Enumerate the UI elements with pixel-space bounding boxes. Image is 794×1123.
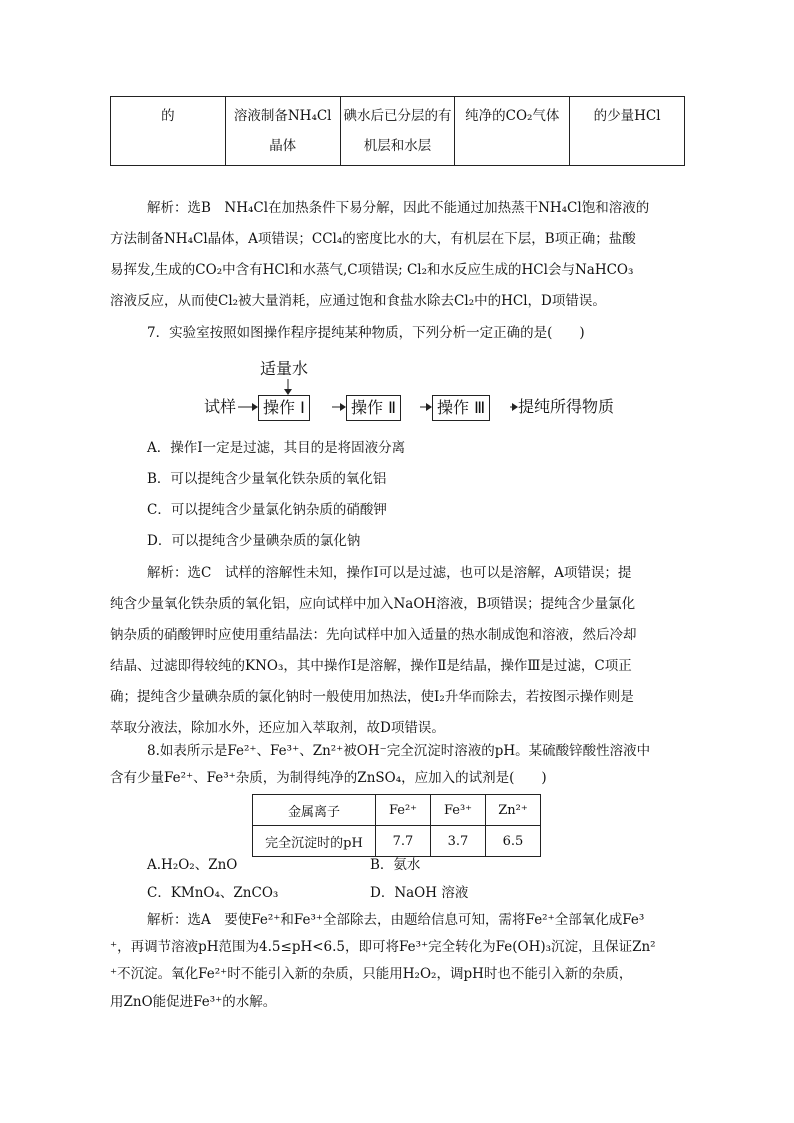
table-header-cell: Fe³⁺ <box>431 795 486 826</box>
table-cell: 3.7 <box>431 826 486 857</box>
table-cell: 的少量HCl <box>570 97 685 166</box>
table-cell: 7.7 <box>376 826 431 857</box>
explanation-line: 易挥发,生成的CO₂中含有HCl和水蒸气,C项错误; Cl₂和水反应生成的HCl会与NaHCO₃ <box>110 262 634 278</box>
table-row <box>111 97 685 166</box>
flow-op3: 操作 Ⅲ <box>432 395 490 421</box>
explanation-line: 纯含少量氧化铁杂质的氧化铝，应向试样中加入NaOH溶液，B项错误；提纯含少量氯化 <box>110 596 636 612</box>
table-header-cell: Fe²⁺ <box>376 795 431 826</box>
flow-op1: 操作 Ⅰ <box>258 395 310 421</box>
ph-table <box>252 794 541 857</box>
flow-op2: 操作 Ⅱ <box>346 395 401 421</box>
table-cell: 完全沉淀时的pH <box>253 826 376 857</box>
question-stem: 8.如表所示是Fe²⁺、Fe³⁺、Zn²⁺被OH⁻完全沉淀时溶液的pH。某硫酸锌酸性溶液中 <box>147 743 651 759</box>
flow-end: 提纯所得物质 <box>518 397 615 416</box>
explanation-line: 确；提纯含少量碘杂质的氯化钠时一般使用加热法，使I₂升华而除去，若按图示操作则是 <box>110 689 634 705</box>
option: A．操作Ⅰ一定是过滤，其目的是将固液分离 <box>147 440 406 456</box>
option: C．KMnO₄、ZnCO₃ <box>147 885 279 901</box>
table-cell: 纯净的CO₂气体 <box>455 97 570 166</box>
explanation-line: 用ZnO能促进Fe³⁺的水解。 <box>110 994 277 1010</box>
explanation-line: 结晶、过滤即得较纯的KNO₃，其中操作Ⅰ是溶解，操作Ⅱ是结晶，操作Ⅲ是过滤，C项正 <box>110 658 632 674</box>
explanation-line: 钠杂质的硝酸钾时应使用重结晶法：先向试样中加入适量的热水制成饱和溶液，然后冷却 <box>110 627 637 643</box>
option: D．可以提纯含少量碘杂质的氯化钠 <box>147 533 361 549</box>
table-row <box>253 826 541 857</box>
table-cell: 溶液制备NH₄Cl晶体 <box>225 97 340 166</box>
explanation-line: 解析：选A 要使Fe²⁺和Fe³⁺全部除去，由题给信息可知，需将Fe²⁺全部氧化成Fe³ <box>147 912 645 928</box>
option: C．可以提纯含少量氯化钠杂质的硝酸钾 <box>147 502 387 518</box>
flow-start: 试样 <box>204 397 237 416</box>
question-stem: 含有少量Fe²⁺、Fe³⁺杂质，为制得纯净的ZnSO₄，应加入的试剂是( ) <box>110 770 547 786</box>
explanation-line: 解析：选C 试样的溶解性未知，操作Ⅰ可以是过滤，也可以是溶解，A项错误；提 <box>147 565 632 581</box>
explanation-line: 解析：选B NH₄Cl在加热条件下易分解，因此不能通过加热蒸干NH₄Cl饱和溶液的 <box>147 200 650 216</box>
table-cell: 的 <box>111 97 226 166</box>
table-cell: 碘水后已分层的有机层和水层 <box>340 97 455 166</box>
explanation-line: 萃取分液法，除加水外，还应加入萃取剂，故D项错误。 <box>110 720 445 736</box>
explanation-line: 溶液反应，从而使Cl₂被大量消耗，应通过饱和食盐水除去Cl₂中的HCl，D项错误。 <box>110 293 606 309</box>
explanation-line: ⁺不沉淀。氧化Fe²⁺时不能引入新的杂质，只能用H₂O₂，调pH时也不能引入新的杂质， <box>110 966 633 982</box>
table-header-cell: Zn²⁺ <box>486 795 541 826</box>
table-row <box>253 795 541 826</box>
table-cell: 6.5 <box>486 826 541 857</box>
flow-top-label: 适量水 <box>260 359 309 378</box>
option: B．可以提纯含少量氧化铁杂质的氧化铝 <box>147 471 387 487</box>
explanation-line: ⁺，再调节溶液pH范围为4.5≤pH<6.5，即可将Fe³⁺完全转化为Fe(OH)₃沉淀，且保证Zn² <box>110 939 656 955</box>
question-stem: 7．实验室按照如图操作程序提纯某种物质，下列分析一定正确的是( ) <box>147 325 585 341</box>
top-table <box>110 96 685 166</box>
table-header-cell: 金属离子 <box>253 795 376 826</box>
option: D．NaOH 溶液 <box>370 885 469 901</box>
flow-diagram <box>204 357 664 421</box>
option: B．氨水 <box>370 857 421 873</box>
explanation-line: 方法制备NH₄Cl晶体，A项错误；CCl₄的密度比水的大，有机层在下层，B项正确；盐酸 <box>110 231 636 247</box>
option: A.H₂O₂、ZnO <box>147 857 238 873</box>
